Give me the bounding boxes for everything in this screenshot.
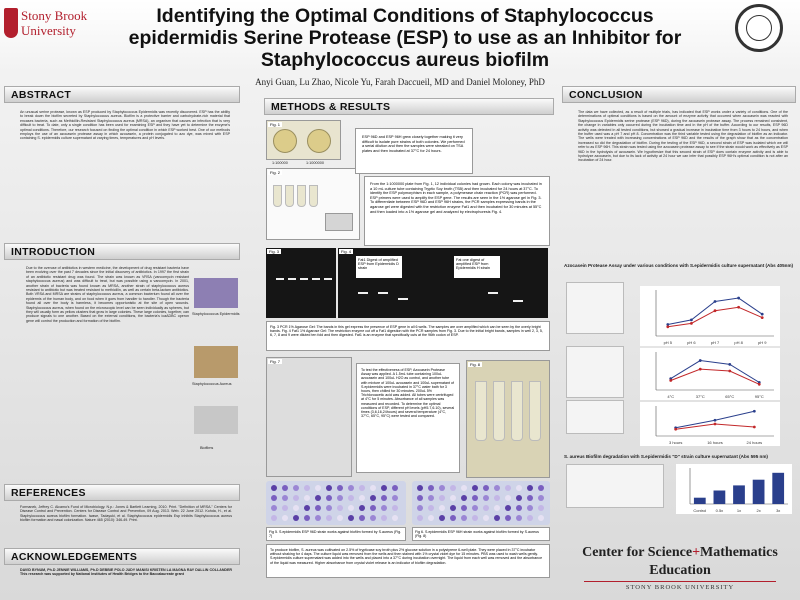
well [428,515,434,521]
methods-mid-text: From the 1:1000000 plate from Fig. 1, 12 individual colonies had grown. Each colony was incubated in a 10 mL culture tube containing Tryptic Soy broth (TSB) and then incubated for 24 hours at 37°C. To identify the ESP polymorphism in each sample, a polymerase chain reaction (PCR) was performed. ESP primers were used to amplify the ESP gene. The results are seen in the 1% agarose gel in Fig. 3. To differentiate between ESP 96D and ESP 96H strains, the PCR samples expressing bands in the agarose gel were digested with the restriction enzyme Fat1 and then incubated for 30 minutes at 55°C and then loaded into a 1% agarose gel and analyzed by electrophoresis Fig. 4. [370,182,542,214]
fig2-tube-diagram [266,168,360,240]
epidermidis-micrograph [194,278,238,308]
plate-caption-1: Fig 5. S.epidermidis ESP 96D strain works against biofilm formed by S.aureus (Fig. 7) [269,530,402,539]
university-seal-icon [735,4,783,52]
x-tick-label: 3 hours [668,440,683,445]
culture-tube [297,185,306,207]
methods-lower-text: To test the effectiveness of ESP, Azocasein Protease Assay was applied. A 1.5mL tube containing 100uL azocasein and 100uL H2O as control, and another tube with mixture of 100uL azocasein and 100uL supernatant of S.epidermidis were incubated in 37°C water bath for 3 hours, then chilled for 30 minutes. 200uL 5% Trichloroacetic acid was added. All tubes were centrifuged at 4°C for 5 minutes. Absorbance of all samples was measured and recorded. To determine the optimal conditions of ESP, different pH levels (pH5.7,6.10), several times (3,6,16,24hours) and several temperature (4°C, 37°C, 65°C, 95°C) were tested and compared. [361,368,455,419]
data-point [761,313,764,316]
gel-caption: Fig. 3 PCR 1% Agarose Gel: The bands in this gel express the presence of ESP gene in all 6 wells. The samples are over amplified which can be seen by the overly bright bands. Fig. 4 Fat1 1% Agarose Gel: The restriction enzyme cut off a Fat1 digestion with the PCR samples from Fig. 3. Due to the initial bright bands, samples in well 2, 3, 5, 6, 7, 8 and 9 were diluted ten fold and then digested. Fat1 is an enzyme that specifically cuts at the 96th codon of ESP. [270,325,543,338]
data-point [714,423,717,426]
well [428,505,434,511]
fig8-tubes-photo [466,360,550,478]
well [271,485,277,491]
well [538,495,544,501]
series-line [671,369,760,384]
fat1-label-h: Fat one digest of amplified ESP from Epidermidis H strain [454,256,500,278]
well [304,485,310,491]
x-tick-label: pH 6 [687,340,696,345]
well [359,515,365,521]
cesame-logo [564,543,796,591]
gel-band [513,300,523,302]
table-ph [566,282,624,334]
well [392,495,398,501]
data-point [737,297,740,300]
footer-divider [584,581,776,582]
stony-brook-logo [4,6,88,46]
well [293,515,299,521]
culture-tube [511,381,523,441]
data-point [758,383,761,386]
well [516,485,522,491]
well [516,515,522,521]
data-point [690,319,693,322]
well [483,485,489,491]
well [315,515,321,521]
conclusion-header: CONCLUSION [562,86,796,103]
references-text: Formanek, Jeffrey C. Alcamo's Fund of Microbiology. N.p.: Jones & Bartlett Learning, 2010. Print. "Definition of MRSA." Centers for Disease Control and Prevention. Centers for Disease Control and Prevention, 09 Aug. 2013. Web. 22 June 2012. Kohda, H., et al. Staphylococcus aureus biofilm formation. Iwase, Tadayuki, et al. Staphylococcus epidermidis Esp inhibits Staphylococcus aureus biofilm formation and nasal colonization. Nature 465 (2010): 346-49. Print. [20,505,232,523]
well [450,505,456,511]
fig1-label: Fig. 1 [270,122,281,127]
well-plate-96h [412,481,550,525]
fig2-label: Fig. 2 [270,170,281,175]
well [337,515,343,521]
plate-caption-2-box [412,527,550,541]
footer-line1: Center for Science [582,545,693,560]
well [370,505,376,511]
conclusion-text: The data we have collected, as a result of multiple trials, has indicated that ESP works under a variety of conditions. One of the determinations of optimal conditions is based on the amount of enzyme activity that occurred when azocasein was reacted with Staphylococcus Epidermidis serine protease (ESP 96D), during the azocasein protease assay. The process remained consistent, the change in variables only occurred during the incubation time and in the pH of the buffer. According to our results, ESP 96D activity was detected in all tested conditions, but showed a gradual increase in incubation time from 3 hours to 24 hours, and when the buffer used was a pH 7 and pH 8. Concentration was the third variable tested using the degradation of biofilm as an indicator. The wells were treated with increasing concentrations of ESP 96D and the results of the graph show that as the concentration increased so did the degradation of biofilm. During the testing of the ESP 96D, a second strain of ESP was isolated which we will refer to as ESP 96H. This strain was tested using the azocasein protease assay to see if the strain would work as effectively as ESP 96D in the hydrolysis of azocasein. We hypothesize that this second strain of ESP does contain enzyme activity and is able to hydrolyze azocasein, but due to its lack of activity at 24 hour we can infer that possibly ESP 96H's optimal condition is not after an incubation of 24 hour. [578,110,788,163]
well [450,485,456,491]
well [315,505,321,511]
data-point [669,379,672,382]
well [293,495,299,501]
well [538,485,544,491]
gel-band [378,292,388,294]
fig7-label: Fig. 7 [270,359,281,364]
gel-band [324,278,332,280]
university-line2: University [21,23,76,38]
azocasein-heading: Azocasein Protease Assay under various conditions with S.epidermidis culture supernatant (Abs 405nm) [564,263,794,268]
well [326,515,332,521]
well [538,515,544,521]
biofilm-heading: S. aureus Biofilm degradation with S.epidermidis "D" strain culture supernatant (Abs 595 nm) [564,454,768,459]
x-tick-label: 2x [756,508,761,513]
well [315,485,321,491]
well [483,515,489,521]
well [381,515,387,521]
culture-tube [475,381,487,441]
x-tick-label: 16 hours [707,440,723,445]
fat1-label-d: Fat1 Digest of amplified ESP from Epidermidis D strain [356,256,402,278]
culture-tube [273,185,282,207]
bar [714,491,726,505]
well [439,515,445,521]
chart-ph [640,286,780,346]
well [483,495,489,501]
x-tick-label: 24 hours [746,440,763,445]
bar [694,498,706,504]
well [359,495,365,501]
fig8-label: Fig. 8 [470,362,481,367]
gel-band [398,298,408,300]
well [282,515,288,521]
x-tick-label: Control [693,508,707,513]
abstract-text: An unusual serine protease, known as ESP produced by Staphylococcus Epidermidis was recently discovered. ESP has the ability to break down the biofilm secreted by Staphylococcus aureus. Biofilm is a protective barrier and carbohydrate-rich material that encases bacteria, such as Methicillin-Resistant Staphylococcus aureus (MRSA), an organism that causes an infection that is very difficult to treat. To date, only a single condition has been used for examining ESP and they have yet to determine the enzyme's optimal conditions. Therefore, our research focused on finding the optimal condition in which ESP worked best. One of our methods employs the use of an azocasein protease assay in which azocasein, a protein conjugated to azo dye, was mixed with ESP containing S. epidermidis culture supernatant at varying times, temperatures and pH levels. [20,110,230,141]
plate-caption-2: Fig 6. S.epidermidis ESP 96H strain works against biofilm formed by S.aureus (Fig. 8) [415,530,539,539]
chart-biofilm [676,464,792,514]
culture-tube [493,381,505,441]
culture-tube [309,185,318,207]
well [370,485,376,491]
well [505,485,511,491]
well [348,485,354,491]
well [516,495,522,501]
well [450,495,456,501]
poster-title: Identifying the Optimal Conditions of Staphylococcus epidermidis Serine Protease (ESP) to use as an Inhibitor for Staphylococcus aureus biofilm [128,5,682,71]
well [326,485,332,491]
dilution-label: 1:100000 [272,161,288,165]
well [417,505,423,511]
methods-header: METHODS & RESULTS [264,98,554,115]
well [392,485,398,491]
gel-band [312,278,320,280]
well [472,505,478,511]
fig4-label: Fig. 4 [341,249,352,254]
well [472,485,478,491]
data-point [666,325,669,328]
well [428,495,434,501]
dilution-label: 1:1000000 [306,161,324,165]
well [417,515,423,521]
methods-top-box [355,128,473,174]
x-tick-label: 1x [736,508,742,513]
data-point [699,359,702,362]
well [461,505,467,511]
x-tick-label: pH 5 [663,340,673,345]
x-tick-label: 4°C [667,394,675,399]
x-tick-label: 65°C [725,394,735,399]
well [439,505,445,511]
well [304,515,310,521]
introduction-text: Due to the overuse of antibiotics in western medicine, the development of drug resistant bacteria have been evolving over the past 7 decades since the initial discovery of antibiotics. In 1997 the first strain of an antibiotic resistant drug was found. The strain was known as VRSA (vancomycin resistant staphylococcus aureus) and was difficult to treat, but was possible using a vancomycin. In 2001, another strain of bacteria was found known as MRSA, another strain of staphylococcus aureus resistant to antibiotic but was treated resistant to methicillin, as well as certain beta-lactam antibiotics. Both VRSA and MRSA are strains of staphylococcus aureus, a common bacterium found all over the epidermis of the human body, and on food when it goes from handler to handler. Though the bacteria found all over the body is harmless, it becomes opportunistic at the site of open wounds. Staphylococcus aureus, when found on the microscopic level can be seen individually as spheres, but they will usually form as yellow clusters that grow in large colonies. These large colonies, together, can produce signals to one another. Based on the external conditions, the bacteria's icaADBC operon gene will control the production and formation of the biofilm. [26,266,189,323]
gel-band [300,278,308,280]
methods-bottom-text: To produce biofilm, S. aureus was cultivated on 2.5% of trypticase soy broth plus 2% glucose solution in a polystyrene 6-well plate. They were placed in 37°C incubator without shaking for 4 days. The culture liquid was removed from the wells and then stained with 1% crystal violet dye for 15 minutes. PBS was used to wash wells gently. S.epidermidis culture supernatant was added into the wells and placed into a 37°C during incubation overnight. The liquid from each well was removed and the absorbance of the liquid was measured. Higher absorbance from crystal violet release is an indicator of biofilm degradation. [270,548,543,565]
well [293,505,299,511]
data-point [737,306,740,309]
well [461,495,467,501]
well [439,495,445,501]
plate-caption-1-box [266,527,406,541]
bar [772,473,784,504]
well [348,505,354,511]
data-point [714,309,717,312]
well [348,495,354,501]
well [370,495,376,501]
aureus-micrograph [194,346,238,378]
culture-tube [285,185,294,207]
well [527,485,533,491]
well [392,505,398,511]
methods-top-text: ESP 96D and ESP 96H grew closely together making it very difficult to isolate pure strains of both colonies. We performed a serial dilution and then the samples were streaked on TSA plates and then incubated at 37°C for 24 hours. [362,135,465,153]
well [392,515,398,521]
well [381,505,387,511]
well [359,505,365,511]
table-time [566,400,624,434]
acknowledgements-text: DAVID BYNUM, Ph.D JENNIE WILLIAMS, Ph.D DEBBIE POLO JUDY MANISI KRISTEN LA MAGNA RAY DALLIN COLLANDER This research was supported by National Institutes of Health Bridges to the Baccalaureate grant [20,568,232,577]
bar [753,480,765,504]
table-temperature [566,346,624,398]
well [527,505,533,511]
data-point [714,419,717,422]
well [326,495,332,501]
well [282,505,288,511]
abstract-header: ABSTRACT [4,86,240,103]
well [483,505,489,511]
data-point [714,300,717,303]
well [293,485,299,491]
well [516,505,522,511]
gel-band [488,292,498,294]
shield-icon [4,8,18,38]
x-tick-label: 0.5x [715,508,724,513]
well [337,505,343,511]
well [461,515,467,521]
well [337,485,343,491]
data-point [728,370,731,373]
acknowledgements-header: ACKNOWLEDGEMENTS [4,548,240,565]
bar [733,485,745,504]
footer-line2: Mathematics Education [649,545,778,578]
methods-bottom-box [266,544,550,578]
gel-band [358,292,368,294]
well [359,485,365,491]
references-header: REFERENCES [4,484,240,501]
methods-lower-box [356,363,460,473]
well [472,495,478,501]
petri-plate [273,129,297,153]
data-point [761,316,764,319]
well [527,495,533,501]
chart-time [640,402,780,446]
university-line1: Stony Brook [21,8,88,23]
well [417,495,423,501]
data-point [753,426,756,429]
data-point [690,322,693,325]
x-tick-label: 37°C [695,394,705,399]
author-line: Anyi Guan, Lu Zhao, Nicole Yu, Farah Daccueil, MD and Daniel Moloney, PhD [255,77,545,87]
well [315,495,321,501]
well [282,495,288,501]
fig1-dilution-plates [266,120,341,160]
well [271,505,277,511]
well [428,485,434,491]
well [271,515,277,521]
well [370,515,376,521]
well [381,485,387,491]
x-tick-label: 3x [776,508,781,513]
well [494,515,500,521]
well [326,505,332,511]
footer-plus-icon: + [692,545,701,560]
fig4-fat1-gel [338,248,548,318]
well [461,485,467,491]
introduction-header: INTRODUCTION [4,243,240,260]
data-point [699,368,702,371]
data-point [728,363,731,366]
petri-plate [307,129,331,153]
well [494,485,500,491]
gel-band [276,278,284,280]
well [505,505,511,511]
methods-mid-box [364,176,550,246]
series-line [671,361,760,383]
fig7-tubes-photo [266,357,352,477]
side-label-epidermidis: Staphylococcus Epidermidis [192,312,240,316]
fig3-pcr-gel [266,248,336,318]
fig3-label: Fig. 3 [269,249,280,254]
well [304,495,310,501]
data-point [674,428,677,431]
well [337,495,343,501]
well [538,505,544,511]
well [381,495,387,501]
well [505,495,511,501]
table-biofilm [566,464,664,508]
chart-temperature [640,348,780,400]
data-point [753,410,756,413]
well [450,515,456,521]
well [271,495,277,501]
well [472,515,478,521]
biofilm-micrograph [194,406,238,434]
well [417,485,423,491]
footer-line3: STONY BROOK UNIVERSITY [625,584,735,591]
gel-band [288,278,296,280]
side-label-aureus: Staphylococcus Aureus [192,382,232,386]
well [439,485,445,491]
x-tick-label: 95°C [754,394,764,399]
well [282,485,288,491]
well [527,515,533,521]
well-plate-96d [266,481,406,525]
x-tick-label: pH 7 [710,340,720,345]
x-tick-label: pH 8 [734,340,743,345]
well [505,515,511,521]
incubator [325,213,353,231]
culture-tube [529,381,541,441]
x-tick-label: pH 9 [757,340,767,345]
well [494,495,500,501]
side-label-biofilms: Biofilms [200,446,214,450]
well [494,505,500,511]
gel-caption-box [266,321,550,351]
well [304,505,310,511]
well [348,515,354,521]
